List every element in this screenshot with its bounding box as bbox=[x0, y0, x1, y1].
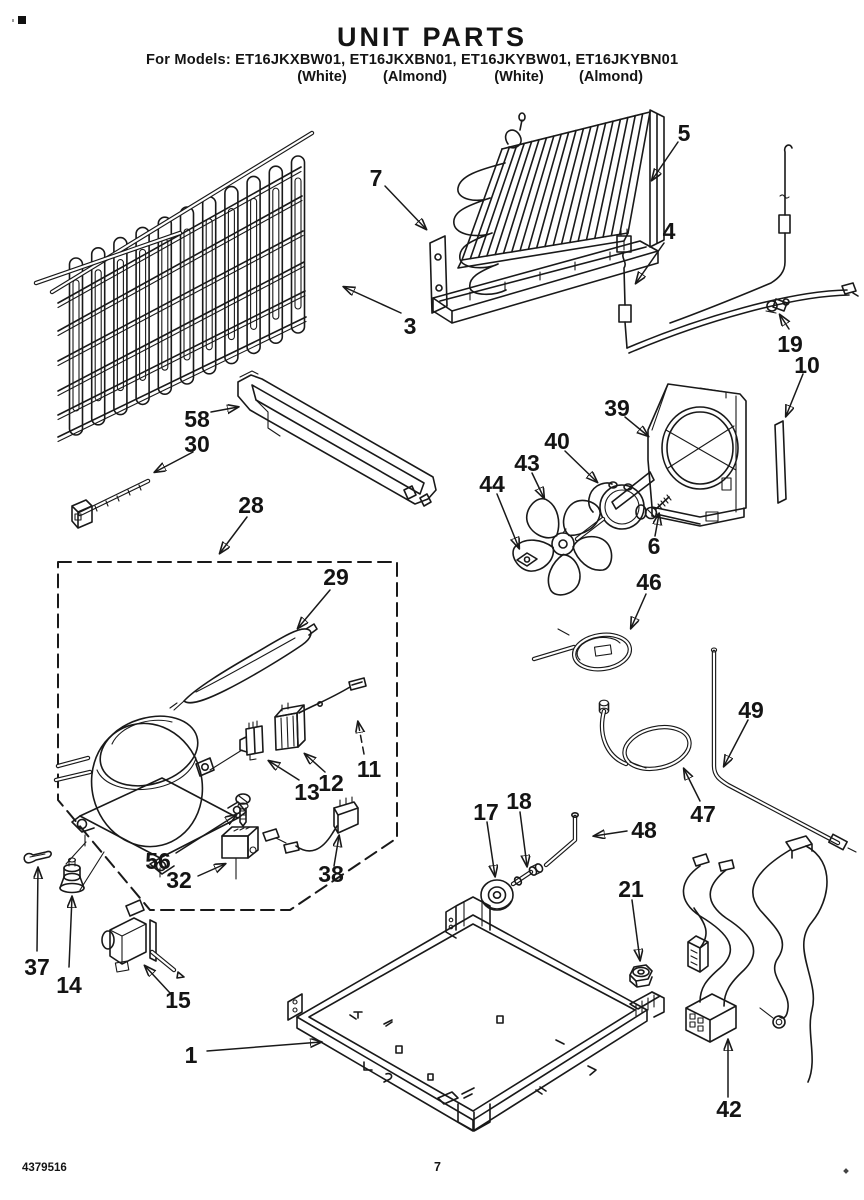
support-brace bbox=[546, 813, 578, 865]
part-label-3: 3 bbox=[403, 313, 417, 339]
part-label-37: 37 bbox=[24, 954, 50, 980]
grommet bbox=[60, 858, 84, 893]
part-label-6: 6 bbox=[647, 533, 661, 559]
leader-29 bbox=[298, 590, 330, 628]
part-label-18: 18 bbox=[506, 788, 532, 814]
part-label-56: 56 bbox=[145, 848, 171, 874]
fan-nut bbox=[517, 553, 537, 566]
suction-tube bbox=[600, 700, 694, 775]
part-label-4: 4 bbox=[662, 218, 676, 244]
relay bbox=[210, 721, 263, 770]
fan-blade bbox=[508, 494, 611, 598]
part-label-39: 39 bbox=[604, 395, 630, 421]
main-wire-harness bbox=[683, 836, 827, 1082]
leader-7 bbox=[385, 186, 426, 229]
leader-56 bbox=[176, 815, 236, 853]
part-label-7: 7 bbox=[369, 165, 383, 191]
part-label-17: 17 bbox=[473, 799, 499, 825]
leader-44 bbox=[497, 494, 519, 548]
part-label-19: 19 bbox=[777, 331, 803, 357]
mount-screw bbox=[236, 794, 250, 826]
leader-21 bbox=[632, 900, 640, 960]
base-pan bbox=[288, 897, 664, 1131]
leader-28 bbox=[220, 517, 247, 553]
muffler bbox=[170, 624, 317, 710]
part-label-42: 42 bbox=[716, 1096, 742, 1122]
part-label-40: 40 bbox=[544, 428, 570, 454]
part-label-44: 44 bbox=[479, 471, 505, 497]
leader-47 bbox=[684, 769, 700, 801]
part-label-48: 48 bbox=[631, 817, 657, 843]
leveling-nut bbox=[630, 965, 652, 987]
clip bbox=[24, 851, 51, 862]
leader-48 bbox=[594, 831, 627, 836]
part-label-12: 12 bbox=[318, 770, 344, 796]
leader-11 bbox=[358, 722, 364, 754]
axle-screw bbox=[513, 863, 544, 887]
start-device bbox=[222, 827, 258, 879]
part-label-10: 10 bbox=[794, 352, 820, 378]
part-label-38: 38 bbox=[318, 861, 344, 887]
part-label-58: 58 bbox=[184, 406, 210, 432]
shield-strip bbox=[775, 421, 786, 503]
part-label-46: 46 bbox=[636, 569, 662, 595]
part-label-21: 21 bbox=[618, 876, 644, 902]
doc-number: 4379516 bbox=[22, 1162, 67, 1174]
leader-18 bbox=[520, 812, 527, 866]
leader-19 bbox=[780, 315, 789, 329]
part-label-13: 13 bbox=[294, 779, 320, 805]
leader-43 bbox=[532, 473, 544, 498]
finish-label-1: (White) bbox=[297, 69, 347, 85]
part-label-14: 14 bbox=[56, 972, 82, 998]
drain-trough bbox=[238, 371, 436, 506]
leader-10 bbox=[786, 374, 803, 416]
finish-label-2: (Almond) bbox=[382, 69, 448, 85]
part-label-15: 15 bbox=[165, 987, 191, 1013]
drier-coil bbox=[534, 629, 632, 673]
part-label-43: 43 bbox=[514, 450, 540, 476]
overload-protector bbox=[275, 703, 305, 750]
finish-label-3: (White) bbox=[494, 69, 544, 85]
thermostat-probe bbox=[72, 481, 148, 528]
fan-shroud bbox=[612, 384, 746, 526]
lead-wire bbox=[299, 678, 366, 713]
support-bracket bbox=[102, 900, 184, 978]
leader-17 bbox=[487, 822, 495, 876]
part-label-5: 5 bbox=[677, 120, 691, 146]
leader-46 bbox=[631, 594, 646, 628]
part-label-49: 49 bbox=[738, 697, 764, 723]
condenser bbox=[430, 110, 664, 323]
leader-1 bbox=[207, 1042, 321, 1051]
part-label-11: 11 bbox=[356, 756, 382, 782]
leader-58 bbox=[211, 407, 238, 412]
part-label-32: 32 bbox=[166, 867, 192, 893]
part-label-1: 1 bbox=[184, 1042, 198, 1068]
leader-32 bbox=[198, 864, 225, 876]
part-label-29: 29 bbox=[323, 564, 349, 590]
leader-40 bbox=[565, 451, 597, 482]
leader-5 bbox=[652, 142, 678, 180]
wheel bbox=[481, 880, 513, 910]
models-line: For Models: ET16JKXBW01, ET16JKXBN01, ET16JKYBW01, ET16JKYBN01 bbox=[146, 52, 679, 68]
leader-49 bbox=[724, 720, 748, 766]
leader-3 bbox=[344, 287, 401, 313]
part-label-28: 28 bbox=[238, 492, 264, 518]
leader-37 bbox=[37, 868, 38, 951]
leader-13 bbox=[269, 761, 299, 780]
finish-label-4: (Almond) bbox=[578, 69, 644, 85]
part-label-47: 47 bbox=[690, 801, 716, 827]
leader-14 bbox=[69, 897, 72, 967]
page-title: UNIT PARTS bbox=[337, 22, 527, 52]
part-label-30: 30 bbox=[184, 431, 210, 457]
page-number: 7 bbox=[434, 1160, 441, 1174]
wire-harness-compressor bbox=[263, 797, 358, 853]
